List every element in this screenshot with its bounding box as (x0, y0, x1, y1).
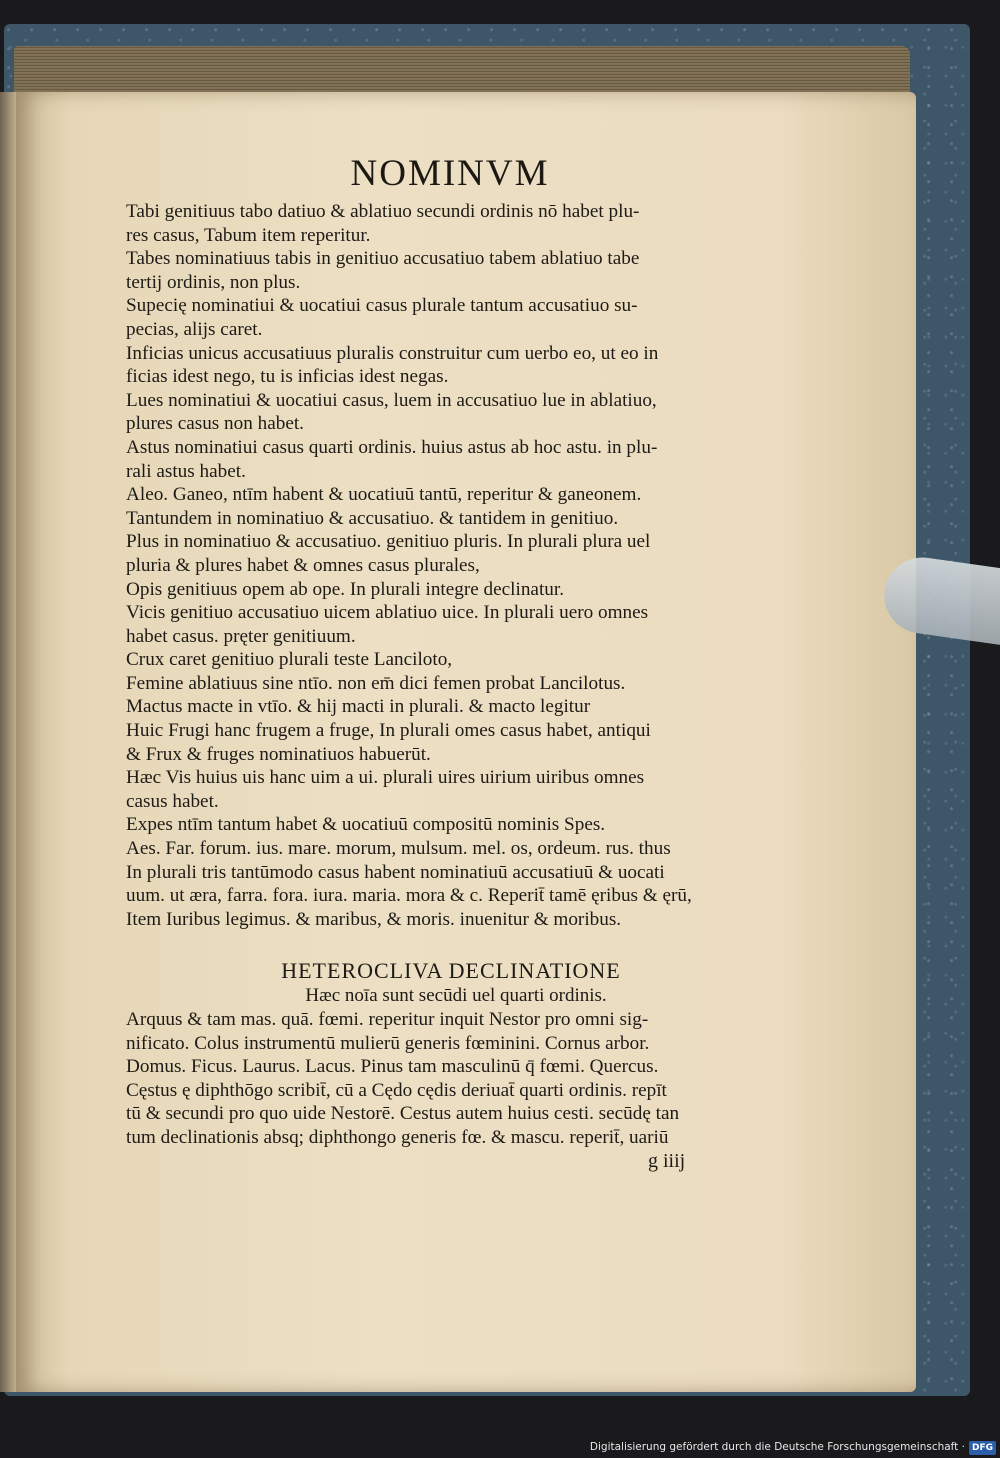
page-title: NOMINVM (350, 153, 550, 194)
text-line: habet casus. pręter genitiuum. (126, 625, 356, 647)
text-line: tertij ordinis, non plus. (126, 271, 301, 293)
text-line: uum. ut æra, farra. fora. iura. maria. mora & c. Reperit̄ tamē ęribus & ęrū, (126, 885, 692, 907)
text-block-top (126, 200, 756, 931)
text-line: Item Iuribus legimus. & maribus, & moris. inuenitur & moribus. (126, 908, 622, 930)
section-subheading: Hæc noīa sunt secūdi uel quarti ordinis. (305, 985, 607, 1006)
text-line: Hæc Vis huius uis hanc uim a ui. plurali uires uirium uiribus omnes (126, 767, 645, 789)
text-line: Crux caret genitiuo plurali teste Lanciloto, (126, 649, 453, 671)
text-line: res casus, Tabum item reperitur. (126, 224, 371, 246)
dfg-logo: DFG (969, 1441, 996, 1455)
text-line: Aleo. Ganeo, ntīm habent & uocatiuū tantū, reperitur & ganeonem. (126, 484, 642, 506)
text-block-bottom (126, 1008, 756, 1150)
text-line: tum declinationis absq; diphthongo generis fœ. & mascu. reperit̄, uariū (126, 1126, 669, 1148)
text-line: Femine ablatiuus sine ntīo. non em̄ dici femen probat Lancilotus. (126, 672, 626, 694)
text-line: casus habet. (126, 790, 219, 812)
text-line: nificato. Colus instrumentū mulierū generis fœminini. Cornus arbor. (126, 1032, 650, 1054)
footer-credit (0, 1436, 996, 1458)
text-line: pluria & plures habet & omnes casus plurales, (126, 554, 480, 576)
text-line: Mactus macte in vtīo. & hij macti in plurali. & macto legitur (126, 696, 591, 718)
text-line: Expes ntīm tantum habet & uocatiuū compositū nominis Spes. (126, 814, 606, 836)
text-line: & Frux & fruges nominatiuos habuerūt. (126, 743, 431, 765)
text-line: Opis genitiuus opem ab ope. In plurali integre declinatur. (126, 578, 565, 600)
text-line: In plurali tris tantūmodo casus habent nominatiuū accusatiuū & uocati (126, 861, 665, 883)
text-line: Supecię nominatiui & uocatiui casus plurale tantum accusatiuo su- (126, 295, 638, 317)
section-heading: HETEROCLIVA DECLINATIONE (281, 958, 621, 983)
text-line: Arquus & tam mas. quā. fœmi. reperitur inquit Nestor pro omni sig- (126, 1009, 649, 1030)
text-line: Aes. Far. forum. ius. mare. morum, mulsum. mel. os, ordeum. rus. thus (126, 838, 671, 860)
signature-mark: g iiij (648, 1150, 686, 1172)
text-line: Tabi genitiuus tabo datiuo & ablatiuo secundi ordinis nō habet plu- (126, 201, 640, 222)
text-line: Inficias unicus accusatiuus pluralis construitur cum uerbo eo, ut eo in (126, 342, 659, 364)
text-line: tū & secundi pro quo uide Nestorē. Cestus autem huius cesti. secūdę tan (126, 1103, 680, 1125)
text-line: Tabes nominatiuus tabis in genitiuo accusatiuo tabem ablatiuo tabe (126, 248, 640, 270)
text-line: Astus nominatiui casus quarti ordinis. huius astus ab hoc astu. in plu- (126, 436, 658, 458)
text-line: Cęstus ę diphthōgo scribit̄, cū a Cędo cędis deriuat̄ quarti ordinis. repīt (126, 1079, 667, 1101)
text-line: Tantundem in nominatiuo & accusatiuo. & tantidem in genitiuo. (126, 507, 619, 529)
text-line: plures casus non habet. (126, 413, 304, 435)
text-line: rali astus habet. (126, 460, 246, 482)
section-heteroclita (126, 958, 756, 1150)
text-line: Lues nominatiui & uocatiui casus, luem in accusatiuo lue in ablatiuo, (126, 389, 657, 411)
text-line: Plus in nominatiuo & accusatiuo. genitiuo pluris. In plurali plura uel (126, 531, 651, 553)
footer-credit-text: Digitalisierung gefördert durch die Deutsche Forschungsgemeinschaft · (589, 1441, 965, 1453)
text-line: ficias idest nego, tu is inficias idest negas. (126, 366, 449, 388)
text-line: Huic Frugi hanc frugem a fruge, In plurali omes casus habet, antiqui (126, 720, 651, 742)
text-line: Domus. Ficus. Laurus. Lacus. Pinus tam masculinū q̄ fœmi. Quercus. (126, 1056, 659, 1078)
text-line: Vicis genitiuo accusatiuo uicem ablatiuo uice. In plurali uero omnes (126, 602, 649, 624)
text-line: pecias, alijs caret. (126, 318, 263, 340)
